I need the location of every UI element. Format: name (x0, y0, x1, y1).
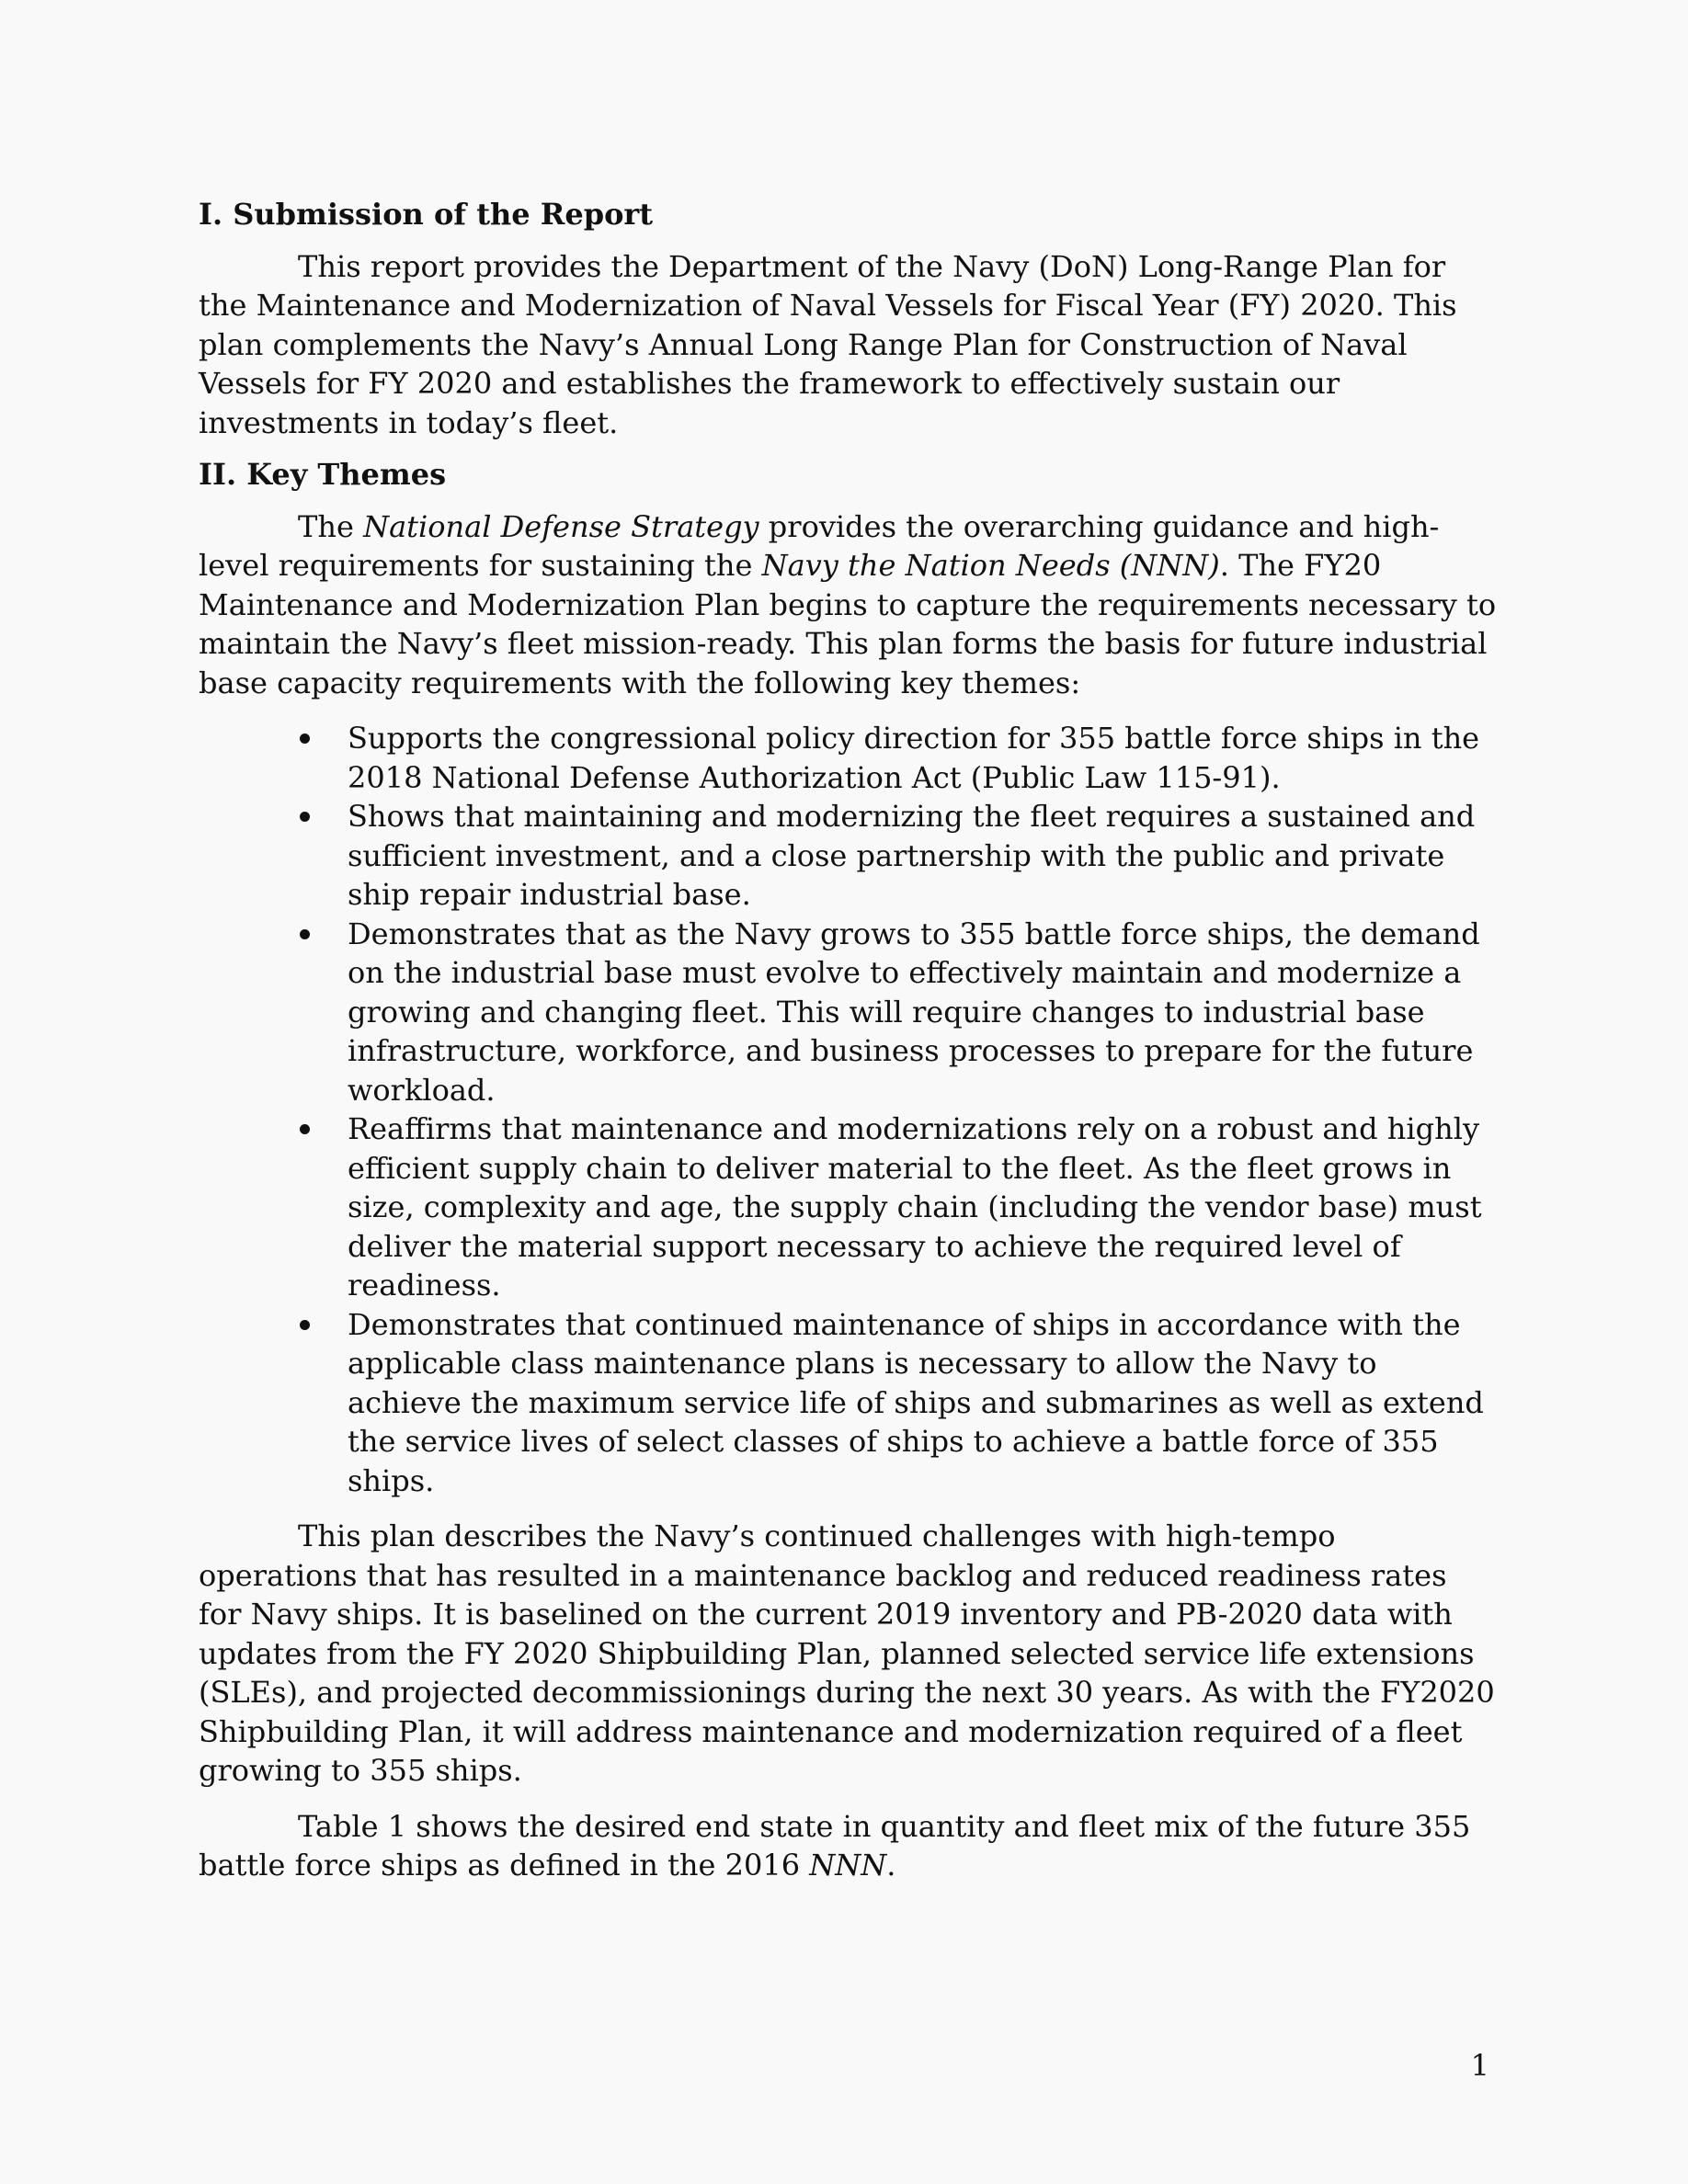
intro-italic-nds: National Defense Strategy (363, 508, 759, 544)
document-page (199, 195, 1497, 1885)
section-heading-submission: I. Submission of the Report (199, 197, 654, 232)
submission-paragraph: This report provides the Department of the Navy (DoN) Long-Range Plan for the Maintenance and Modernization of Naval Vessels for Fiscal Year (FY) 2020. This plan complements the Navy’s Annual Long Range Plan for Construction of Naval Vessels for FY 2020 and establishes the framework to effectively sustain our investments in today’s fleet. (199, 248, 1457, 440)
page-number: 1 (1470, 2048, 1489, 2083)
list-item-text: Demonstrates that as the Navy grows to 355 battle force ships, the demand on the industrial base must evolve to effectively maintain and modernize a growing and changing fleet. This will require changes to industrial base infrastructure, workforce, and business processes to prepare for the future workload. (348, 916, 1480, 1108)
table-ref-italic-nnn: NNN (809, 1848, 887, 1883)
challenges-paragraph: This plan describes the Navy’s continued challenges with high-tempo operations that has resulted in a maintenance backlog and reduced readiness rates for Navy ships. It is baselined on the current 2019 inventory and PB-2020 data with updates from the FY 2020 Shipbuilding Plan, planned selected service life extensions (SLEs), and projected decommissionings during the next 30 years. As with the FY2020 Shipbuilding Plan, it will address maintenance and modernization required of a fleet growing to 355 ships. (199, 1519, 1495, 1788)
list-item-text: Shows that maintaining and modernizing the fleet requires a sustained and sufficient investment, and a close partnership with the public and private ship repair industrial base. (348, 799, 1476, 912)
intro-text-2: provides the overarching guidance and high-level requirements for sustaining the (199, 508, 1440, 583)
table-reference-paragraph (199, 1807, 1497, 1885)
list-item-text: Supports the congressional policy direction for 355 battle force ships in the 2018 National Defense Authorization Act (Public Law 115-91). (348, 721, 1480, 795)
intro-text-1: The (298, 508, 364, 544)
list-item (199, 797, 1497, 915)
list-item (199, 1305, 1497, 1501)
list-item-text: Demonstrates that continued maintenance of ships in accordance with the applicable class maintenance plans is necessary to allow the Navy to achieve the maximum service life of ships and submarines as well as extend the service lives of select classes of ships to achieve a battle force of 355 ships. (348, 1306, 1484, 1498)
list-item-text: Reaffirms that maintenance and modernizations rely on a robust and highly efficient supply chain to deliver material to the fleet. As the fleet grows in size, complexity and age, the supply chain (including the vendor base) must deliver the material support necessary to achieve the required level of readiness. (348, 1111, 1482, 1302)
key-themes-intro-paragraph (199, 507, 1497, 703)
list-item (199, 719, 1497, 797)
table-ref-text-2: . (886, 1848, 896, 1883)
intro-italic-nnn: Navy the Nation Needs (NNN) (761, 548, 1220, 583)
list-item (199, 915, 1497, 1110)
list-item (199, 1109, 1497, 1305)
key-themes-list (199, 719, 1497, 1500)
table-ref-text-1: Table 1 shows the desired end state in quantity and fleet mix of the future 355 battle force ships as defined in the 2016 (199, 1808, 1471, 1883)
section-heading-key-themes: II. Key Themes (199, 457, 447, 492)
intro-text-3: . The FY20 Maintenance and Modernization Plan begins to capture the requirements necessary to maintain the Navy’s fleet mission-ready. This plan forms the basis for future industrial base capacity requirements with the following key themes: (199, 548, 1497, 700)
